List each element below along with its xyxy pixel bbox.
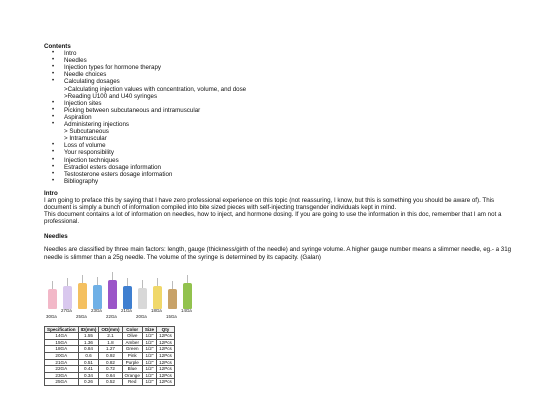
table-cell: 1/2": [142, 339, 156, 346]
toc-item: • Administering injections: [44, 121, 514, 128]
toc-item: • Needle choices: [44, 71, 514, 78]
gauge-label: 30Ga: [46, 313, 57, 319]
toc-item: >Calculating injection values with concentration, volume, and dose: [64, 85, 247, 93]
table-header-cell: OD(mm): [99, 326, 122, 333]
table-header-cell: ID(mm): [78, 326, 99, 333]
toc-item: • Calculating dosages: [44, 78, 514, 85]
toc-item: • Needles: [44, 57, 514, 64]
toc-item: >Reading U100 and U40 syringes: [64, 92, 158, 100]
table-cell: 23GA: [45, 372, 79, 379]
table-row: [45, 346, 175, 353]
table-cell: 1.8: [99, 339, 122, 346]
gauge-label: 21Ga: [121, 307, 132, 313]
table-cell: 0.84: [78, 346, 99, 353]
table-cell: 0.26: [78, 379, 99, 386]
table-row: [45, 353, 175, 360]
table-cell: Green: [122, 346, 142, 353]
gauge-label: 27Ga: [61, 307, 72, 313]
table-cell: 1/2": [142, 372, 156, 379]
table-cell: 1/2": [142, 353, 156, 360]
toc-item: • Bibliography: [44, 178, 514, 185]
needle-spec-table: [44, 326, 175, 386]
table-cell: 0.51: [78, 359, 99, 366]
table-cell: 20GA: [45, 353, 79, 360]
table-cell: 0.34: [78, 372, 99, 379]
table-cell: 12Pcs: [157, 353, 175, 360]
needles-paragraph: Needles are classified by three main factors: length, gauge (thickness/girth of the needle) and syringe volume. A higher gauge number means a slimmer needle, eg.- a 31g needle is slimmer than a 25g needle. The volume of the syringe is determined by its capacity. (Galan): [44, 246, 512, 261]
table-cell: 1/2": [142, 346, 156, 353]
needle-graphic: [138, 288, 147, 309]
table-cell: 12Pcs: [157, 379, 175, 386]
table-cell: 0.52: [99, 379, 122, 386]
table-cell: 12Pcs: [157, 333, 175, 340]
toc-item: • Your responsibility: [44, 149, 514, 156]
table-cell: 21GA: [45, 359, 79, 366]
table-cell: 14GA: [45, 333, 79, 340]
table-cell: 1/2": [142, 379, 156, 386]
table-cell: Red: [122, 379, 142, 386]
table-of-contents: [44, 50, 514, 185]
table-cell: Purple: [122, 359, 142, 366]
needles-heading: Needles: [44, 233, 68, 241]
table-cell: 12Pcs: [157, 339, 175, 346]
table-cell: Pink: [122, 353, 142, 360]
contents-heading: Contents: [44, 43, 71, 50]
table-cell: 0.64: [99, 372, 122, 379]
toc-item: > Subcutaneous: [64, 128, 109, 136]
table-cell: 0.41: [78, 366, 99, 373]
table-cell: 18GA: [45, 346, 79, 353]
table-cell: 1/2": [142, 333, 156, 340]
intro-paragraph-2: This document contains a lot of information on needles, how to inject, and hormone dosing. If you are going to use the information in this doc, remember that I am not a professional.: [44, 211, 502, 226]
toc-item: • Testosterone esters dosage information: [44, 171, 514, 178]
gauge-label: 18Ga: [151, 307, 162, 313]
toc-item: • Intro: [44, 50, 514, 57]
table-cell: 0.72: [99, 366, 122, 373]
table-header-cell: Size: [142, 326, 156, 333]
table-cell: 12Pcs: [157, 359, 175, 366]
needle-graphic: [108, 280, 117, 309]
document-page: [44, 43, 514, 386]
intro-heading: Intro: [44, 189, 58, 197]
toc-item: • Loss of volume: [44, 142, 514, 149]
needle-graphic: [63, 286, 72, 309]
gauge-label: 23Ga: [91, 307, 102, 313]
toc-item: > Intramuscular: [64, 135, 107, 143]
table-cell: 25GA: [45, 379, 79, 386]
needle-graphic: [78, 283, 87, 309]
gauge-label: 22Ga: [106, 313, 117, 319]
table-cell: 12Pcs: [157, 366, 175, 373]
needle-graphic: [168, 289, 177, 309]
toc-item: • Estradiol esters dosage information: [44, 164, 514, 171]
needle-graphic: [48, 289, 57, 309]
needle-graphic: [153, 286, 162, 309]
table-cell: 0.82: [99, 359, 122, 366]
table-cell: 12Pcs: [157, 372, 175, 379]
table-cell: 0.92: [99, 353, 122, 360]
table-row: [45, 366, 175, 373]
table-cell: Olive: [122, 333, 142, 340]
table-cell: 22GA: [45, 366, 79, 373]
table-cell: Blue: [122, 366, 142, 373]
table-cell: 12Pcs: [157, 346, 175, 353]
needle-graphic: [183, 283, 192, 309]
table-cell: 15GA: [45, 339, 79, 346]
table-cell: 0.6: [78, 353, 99, 360]
needle-graphic: [123, 286, 132, 309]
needle-gauges-image: [44, 267, 204, 322]
table-row: [45, 339, 175, 346]
table-cell: Amber: [122, 339, 142, 346]
gauge-label: 15Ga: [166, 313, 177, 319]
toc-item: • Injection sites: [44, 100, 514, 107]
table-row: [45, 333, 175, 340]
gauge-label: 20Ga: [136, 313, 147, 319]
table-header-cell: Qty: [157, 326, 175, 333]
toc-item: • Injection types for hormone therapy: [44, 64, 514, 71]
table-cell: 2.1: [99, 333, 122, 340]
table-header-cell: Specification: [45, 326, 79, 333]
table-cell: 1.36: [78, 339, 99, 346]
needle-graphic: [93, 285, 102, 309]
toc-item: • Picking between subcutaneous and intramuscular: [44, 107, 514, 114]
table-row: [45, 379, 175, 386]
table-header-cell: Color: [122, 326, 142, 333]
toc-item: • Injection techniques: [44, 157, 514, 164]
gauge-label: 25Ga: [76, 313, 87, 319]
table-cell: Orange: [122, 372, 142, 379]
table-cell: 1.27: [99, 346, 122, 353]
table-cell: 1.55: [78, 333, 99, 340]
intro-paragraph-1: I am going to preface this by saying that I have zero professional experience on this topic (not reassuring, I know, but this is something you should be aware of). This document is simply a bunch of information compiled into bite sized pieces with self-injecting transgender individuals kept in mind.: [44, 196, 495, 212]
table-cell: 1/2": [142, 359, 156, 366]
table-row: [45, 372, 175, 379]
table-row: [45, 359, 175, 366]
gauge-label: 14Ga: [181, 307, 192, 313]
table-cell: 1/2": [142, 366, 156, 373]
toc-item: • Aspiration: [44, 114, 514, 121]
